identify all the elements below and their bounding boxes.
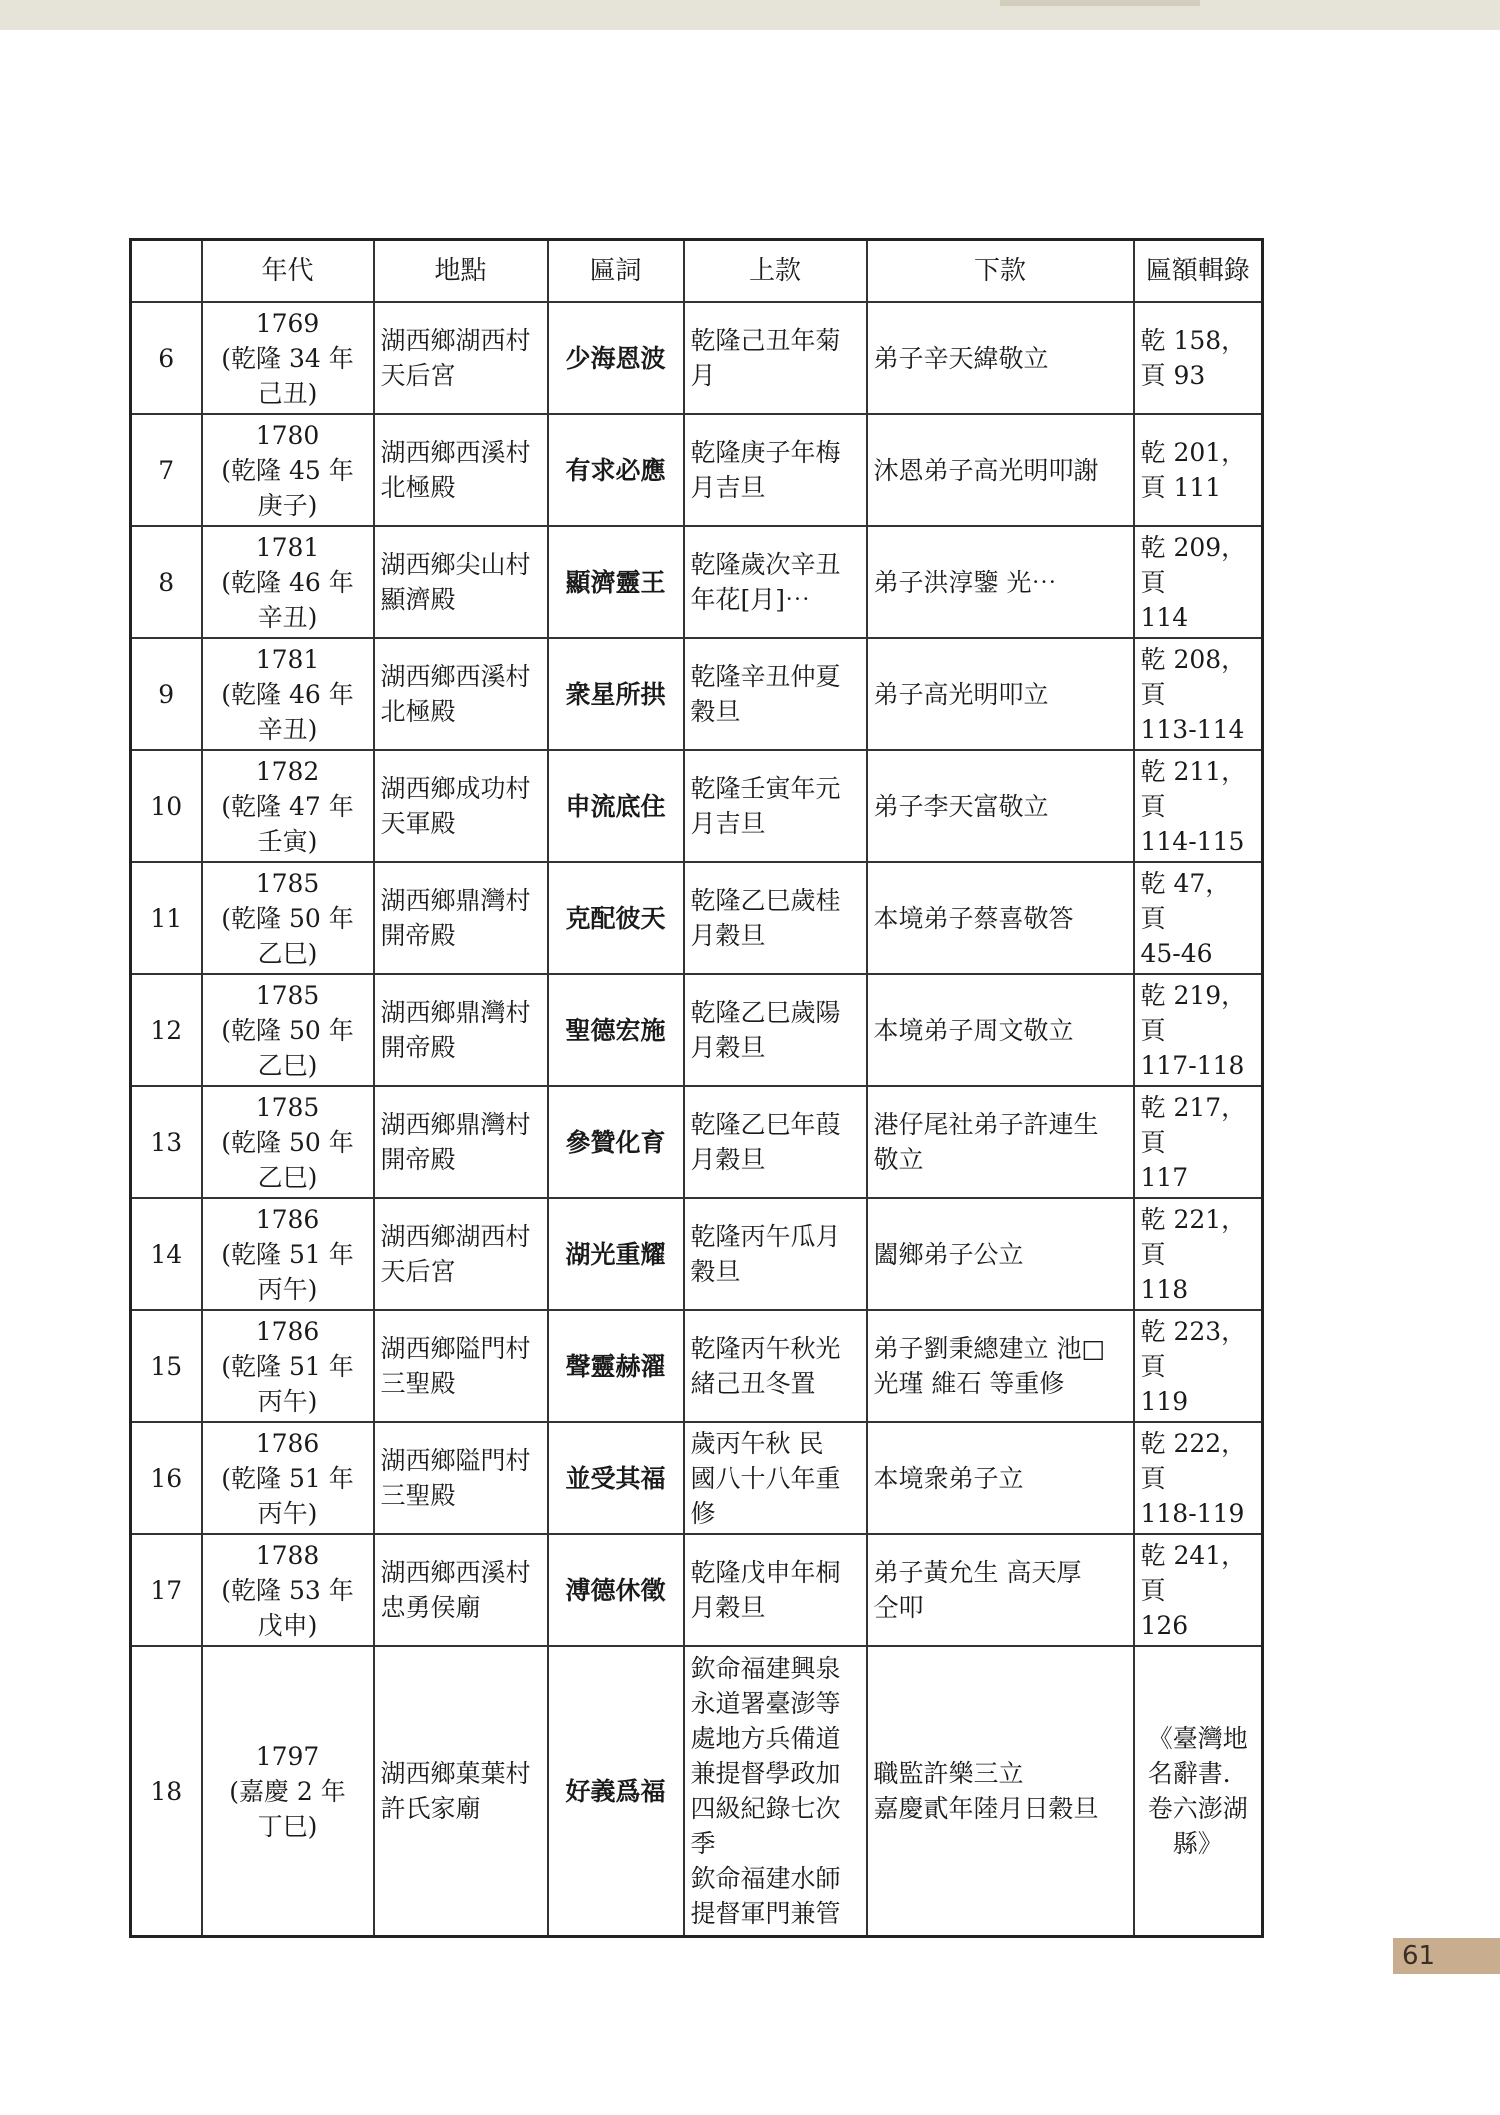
location-cell: 湖西鄉鼎灣村 開帝殿 — [374, 974, 548, 1086]
row-number: 11 — [131, 862, 202, 974]
page-number: 61 — [1402, 1941, 1436, 1971]
lower-text-cell: 本境衆弟子立 — [867, 1422, 1134, 1534]
location-cell: 湖西鄉西溪村 忠勇侯廟 — [374, 1534, 548, 1646]
inscription-cell: 少海恩波 — [548, 302, 684, 414]
source-cell: 乾 219，頁 117-118 — [1134, 974, 1263, 1086]
upper-text-cell: 乾隆己丑年菊 月 — [684, 302, 867, 414]
upper-text-cell: 乾隆歲次辛丑 年花[月]⋯ — [684, 526, 867, 638]
location-cell: 湖西鄉湖西村 天后宮 — [374, 1198, 548, 1310]
row-number: 14 — [131, 1198, 202, 1310]
row-number: 15 — [131, 1310, 202, 1422]
source-cell: 乾 217，頁 117 — [1134, 1086, 1263, 1198]
row-number: 7 — [131, 414, 202, 526]
inscription-cell: 衆星所拱 — [548, 638, 684, 750]
table-body — [131, 302, 1263, 1937]
row-number: 8 — [131, 526, 202, 638]
lower-text-cell: 弟子黃允生 高天厚 仝叩 — [867, 1534, 1134, 1646]
header-year: 年代 — [202, 240, 374, 303]
header-source: 匾額輯錄 — [1134, 240, 1263, 303]
lower-text-cell: 港仔尾社弟子許連生 敬立 — [867, 1086, 1134, 1198]
source-cell: 乾 158， 頁 93 — [1134, 302, 1263, 414]
header-location: 地點 — [374, 240, 548, 303]
upper-text-cell: 乾隆乙巳歲陽 月穀旦 — [684, 974, 867, 1086]
table-row — [131, 1422, 1263, 1534]
table-row — [131, 302, 1263, 414]
table-row — [131, 526, 1263, 638]
location-cell: 湖西鄉尖山村 顯濟殿 — [374, 526, 548, 638]
table-row — [131, 1310, 1263, 1422]
year-cell: 1780 (乾隆 45 年 庚子) — [202, 414, 374, 526]
inscription-cell: 顯濟靈王 — [548, 526, 684, 638]
row-number: 10 — [131, 750, 202, 862]
source-cell: 乾 223，頁 119 — [1134, 1310, 1263, 1422]
source-cell: 乾 209，頁 114 — [1134, 526, 1263, 638]
row-number: 6 — [131, 302, 202, 414]
lower-text-cell: 弟子李天富敬立 — [867, 750, 1134, 862]
year-cell: 1797 (嘉慶 2 年 丁巳) — [202, 1646, 374, 1937]
location-cell: 湖西鄉鼎灣村 開帝殿 — [374, 862, 548, 974]
location-cell: 湖西鄉隘門村 三聖殿 — [374, 1422, 548, 1534]
year-cell: 1785 (乾隆 50 年 乙巳) — [202, 1086, 374, 1198]
row-number: 9 — [131, 638, 202, 750]
location-cell: 湖西鄉湖西村 天后宮 — [374, 302, 548, 414]
row-number: 13 — [131, 1086, 202, 1198]
source-cell: 乾 47，頁 45-46 — [1134, 862, 1263, 974]
row-number: 16 — [131, 1422, 202, 1534]
table-row — [131, 414, 1263, 526]
year-cell: 1781 (乾隆 46 年 辛丑) — [202, 638, 374, 750]
upper-text-cell: 乾隆乙巳年葭 月穀旦 — [684, 1086, 867, 1198]
header-upper-text: 上款 — [684, 240, 867, 303]
inscription-cell: 有求必應 — [548, 414, 684, 526]
upper-text-cell: 乾隆丙午瓜月 穀旦 — [684, 1198, 867, 1310]
upper-text-cell: 乾隆乙巳歲桂 月穀旦 — [684, 862, 867, 974]
lower-text-cell: 職監許樂三立 嘉慶貳年陸月日穀旦 — [867, 1646, 1134, 1937]
top-margin-mark — [1000, 0, 1200, 6]
source-cell: 乾 208，頁 113-114 — [1134, 638, 1263, 750]
lower-text-cell: 本境弟子蔡喜敬答 — [867, 862, 1134, 974]
location-cell: 湖西鄉菓葉村 許氏家廟 — [374, 1646, 548, 1937]
inscription-cell: 聲靈赫濯 — [548, 1310, 684, 1422]
table-row — [131, 1534, 1263, 1646]
row-number: 17 — [131, 1534, 202, 1646]
table-header-row — [131, 240, 1263, 303]
inscription-cell: 克配彼天 — [548, 862, 684, 974]
lower-text-cell: 弟子高光明叩立 — [867, 638, 1134, 750]
lower-text-cell: 弟子洪淳鑒 光⋯ — [867, 526, 1134, 638]
inscription-cell: 溥德休徵 — [548, 1534, 684, 1646]
year-cell: 1782 (乾隆 47 年 壬寅) — [202, 750, 374, 862]
inscription-cell: 並受其福 — [548, 1422, 684, 1534]
upper-text-cell: 乾隆丙午秋光 緒己丑冬置 — [684, 1310, 867, 1422]
inscription-cell: 湖光重耀 — [548, 1198, 684, 1310]
location-cell: 湖西鄉成功村 天軍殿 — [374, 750, 548, 862]
source-cell: 乾 221，頁 118 — [1134, 1198, 1263, 1310]
lower-text-cell: 弟子辛天緯敬立 — [867, 302, 1134, 414]
year-cell: 1786 (乾隆 51 年 丙午) — [202, 1198, 374, 1310]
location-cell: 湖西鄉西溪村 北極殿 — [374, 638, 548, 750]
header-inscription: 匾詞 — [548, 240, 684, 303]
year-cell: 1785 (乾隆 50 年 乙巳) — [202, 974, 374, 1086]
table-row — [131, 750, 1263, 862]
upper-text-cell: 歲丙午秋 民 國八十八年重 修 — [684, 1422, 867, 1534]
row-number: 18 — [131, 1646, 202, 1937]
upper-text-cell: 乾隆戊申年桐 月穀旦 — [684, 1534, 867, 1646]
upper-text-cell: 乾隆辛丑仲夏 穀旦 — [684, 638, 867, 750]
table-row — [131, 1086, 1263, 1198]
header-index — [131, 240, 202, 303]
table-row — [131, 974, 1263, 1086]
lower-text-cell: 闔鄉弟子公立 — [867, 1198, 1134, 1310]
location-cell: 湖西鄉鼎灣村 開帝殿 — [374, 1086, 548, 1198]
source-cell: 乾 201， 頁 111 — [1134, 414, 1263, 526]
table-row — [131, 1646, 1263, 1937]
source-cell: 乾 211，頁 114-115 — [1134, 750, 1263, 862]
top-margin-band — [0, 0, 1500, 30]
lower-text-cell: 本境弟子周文敬立 — [867, 974, 1134, 1086]
table-row — [131, 862, 1263, 974]
source-cell: 乾 222，頁 118-119 — [1134, 1422, 1263, 1534]
lower-text-cell: 弟子劉秉總建立 池□ 光瑾 維石 等重修 — [867, 1310, 1134, 1422]
plaque-inscriptions-table — [129, 238, 1264, 1938]
row-number: 12 — [131, 974, 202, 1086]
upper-text-cell: 乾隆庚子年梅 月吉旦 — [684, 414, 867, 526]
table-row — [131, 638, 1263, 750]
location-cell: 湖西鄉隘門村 三聖殿 — [374, 1310, 548, 1422]
year-cell: 1769 (乾隆 34 年 己丑) — [202, 302, 374, 414]
location-cell: 湖西鄉西溪村 北極殿 — [374, 414, 548, 526]
source-cell: 《臺灣地 名辭書． 卷六澎湖 縣》 — [1134, 1646, 1263, 1937]
table-row — [131, 1198, 1263, 1310]
year-cell: 1785 (乾隆 50 年 乙巳) — [202, 862, 374, 974]
upper-text-cell: 乾隆壬寅年元 月吉旦 — [684, 750, 867, 862]
inscription-cell: 聖德宏施 — [548, 974, 684, 1086]
inscription-cell: 參贊化育 — [548, 1086, 684, 1198]
year-cell: 1781 (乾隆 46 年 辛丑) — [202, 526, 374, 638]
year-cell: 1786 (乾隆 51 年 丙午) — [202, 1310, 374, 1422]
lower-text-cell: 沐恩弟子高光明叩謝 — [867, 414, 1134, 526]
year-cell: 1786 (乾隆 51 年 丙午) — [202, 1422, 374, 1534]
inscription-cell: 好義爲福 — [548, 1646, 684, 1937]
year-cell: 1788 (乾隆 53 年 戊申) — [202, 1534, 374, 1646]
source-cell: 乾 241，頁 126 — [1134, 1534, 1263, 1646]
inscription-cell: 申流底住 — [548, 750, 684, 862]
header-lower-text: 下款 — [867, 240, 1134, 303]
upper-text-cell: 欽命福建興泉 永道署臺澎等 處地方兵備道 兼提督學政加 四級紀錄七次 季 欽命福建水師 提督軍門兼管 — [684, 1646, 867, 1937]
